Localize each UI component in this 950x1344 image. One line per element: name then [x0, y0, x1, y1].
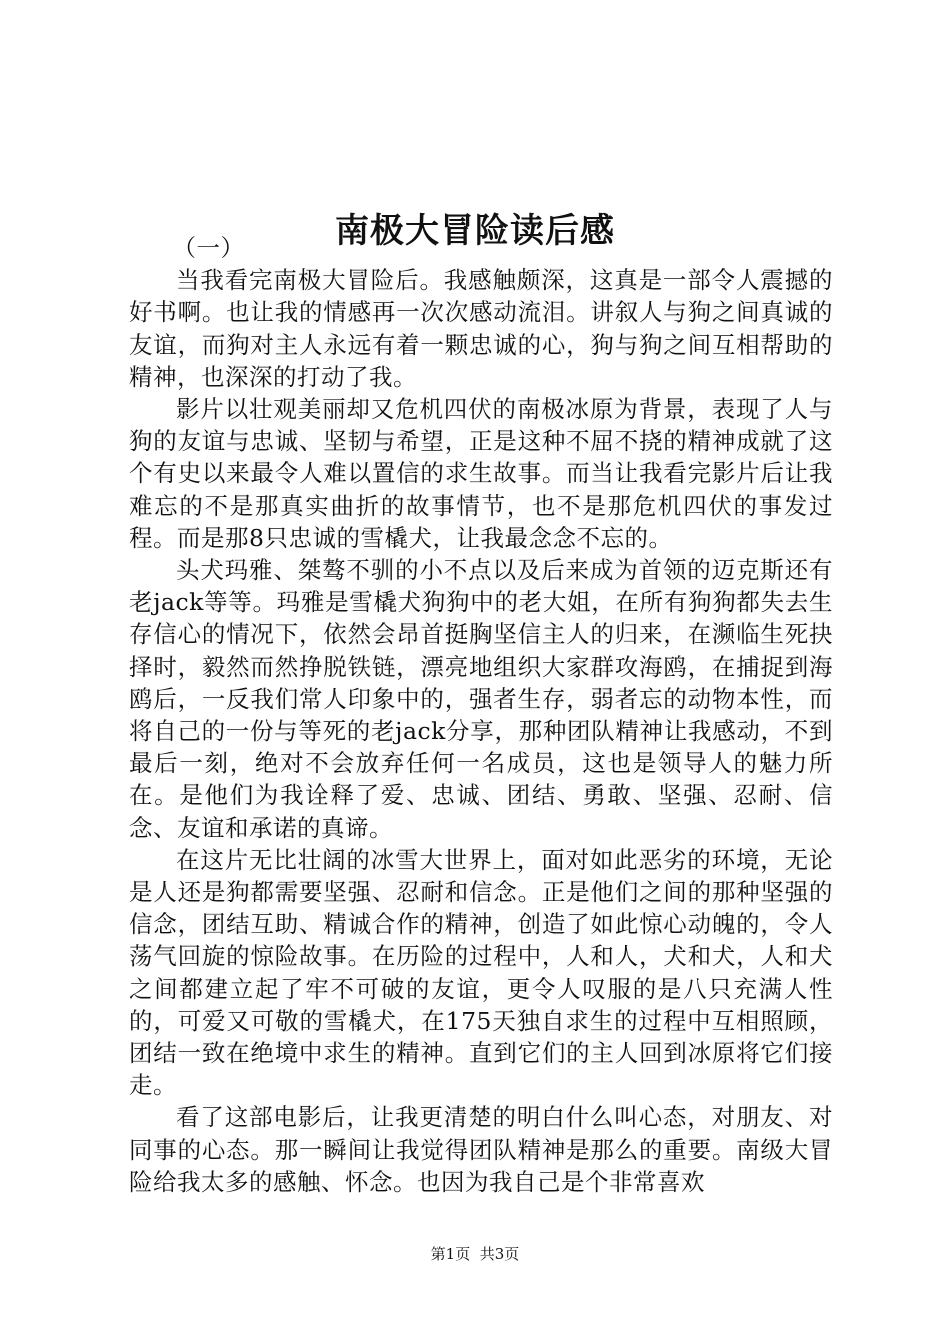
paragraph: 影片以壮观美丽却又危机四伏的南极冰原为背景，表现了人与狗的友谊与忠诚、坚韧与希望，正是这种不屈不挠的精神成就了这个有史以来最令人难以置信的求生故事。而当让我看完影片后让我难忘的不是那真实曲折的故事情节，也不是那危机四伏的事发过程。而是那8只忠诚的雪橇犬，让我最念念不忘的。: [129, 395, 833, 552]
paragraph: 头犬玛雅、桀骜不驯的小不点以及后来成为首领的迈克斯还有老jack等等。玛雅是雪橇犬狗狗中的老大姐，在所有狗狗都失去生存信心的情况下，依然会昂首挺胸坚信主人的归来，在濒临生死抉择时，毅然而然挣脱铁链，漂亮地组织大家群攻海鸥，在捕捉到海鸥后，一反我们常人印象中的，强者生存，弱者忘的动物本性，而将自己的一份与等死的老jack分享，那种团队精神让我感动，不到最后一刻，绝对不会放弃任何一名成员，这也是领导人的魅力所在。是他们为我诠释了爱、忠诚、团结、勇敢、坚强、忍耐、信念、友谊和承诺的真谛。: [129, 556, 833, 842]
page-total: 共3页: [479, 1245, 520, 1263]
document-body: [129, 232, 833, 1198]
paragraph: 当我看完南极大冒险后。我感触颇深，这真是一部令人震撼的好书啊。也让我的情感再一次次感动流泪。讲叙人与狗之间真诚的友谊，而狗对主人永远有着一颗忠诚的心，狗与狗之间互相帮助的精神，也深深的打动了我。: [129, 266, 833, 391]
section-label: （一）: [172, 234, 245, 262]
paragraph: 看了这部电影后，让我更清楚的明白什么叫心态，对朋友、对同事的心态。那一瞬间让我觉得团队精神是那么的重要。南级大冒险给我太多的感触、怀念。也因为我自己是个非常喜欢: [129, 1103, 833, 1196]
page-number: 第1页: [430, 1245, 471, 1263]
page-footer: [0, 1244, 950, 1264]
document-title: 南极大冒险读后感: [335, 210, 615, 251]
paragraph: 在这片无比壮阔的冰雪大世界上，面对如此恶劣的环境，无论是人还是狗都需要坚强、忍耐和信念。正是他们之间的那种坚强的信念，团结互助、精诚合作的精神，创造了如此惊心动魄的，令人荡气回旋的惊险故事。在历险的过程中，人和人，犬和犬，人和犬之间都建立起了牢不可破的友谊，更令人叹服的是八只充满人性的，可爱又可敬的雪橇犬，在175天独自求生的过程中互相照顾，团结一致在绝境中求生的精神。直到它们的主人回到冰原将它们接走。: [129, 845, 833, 1100]
